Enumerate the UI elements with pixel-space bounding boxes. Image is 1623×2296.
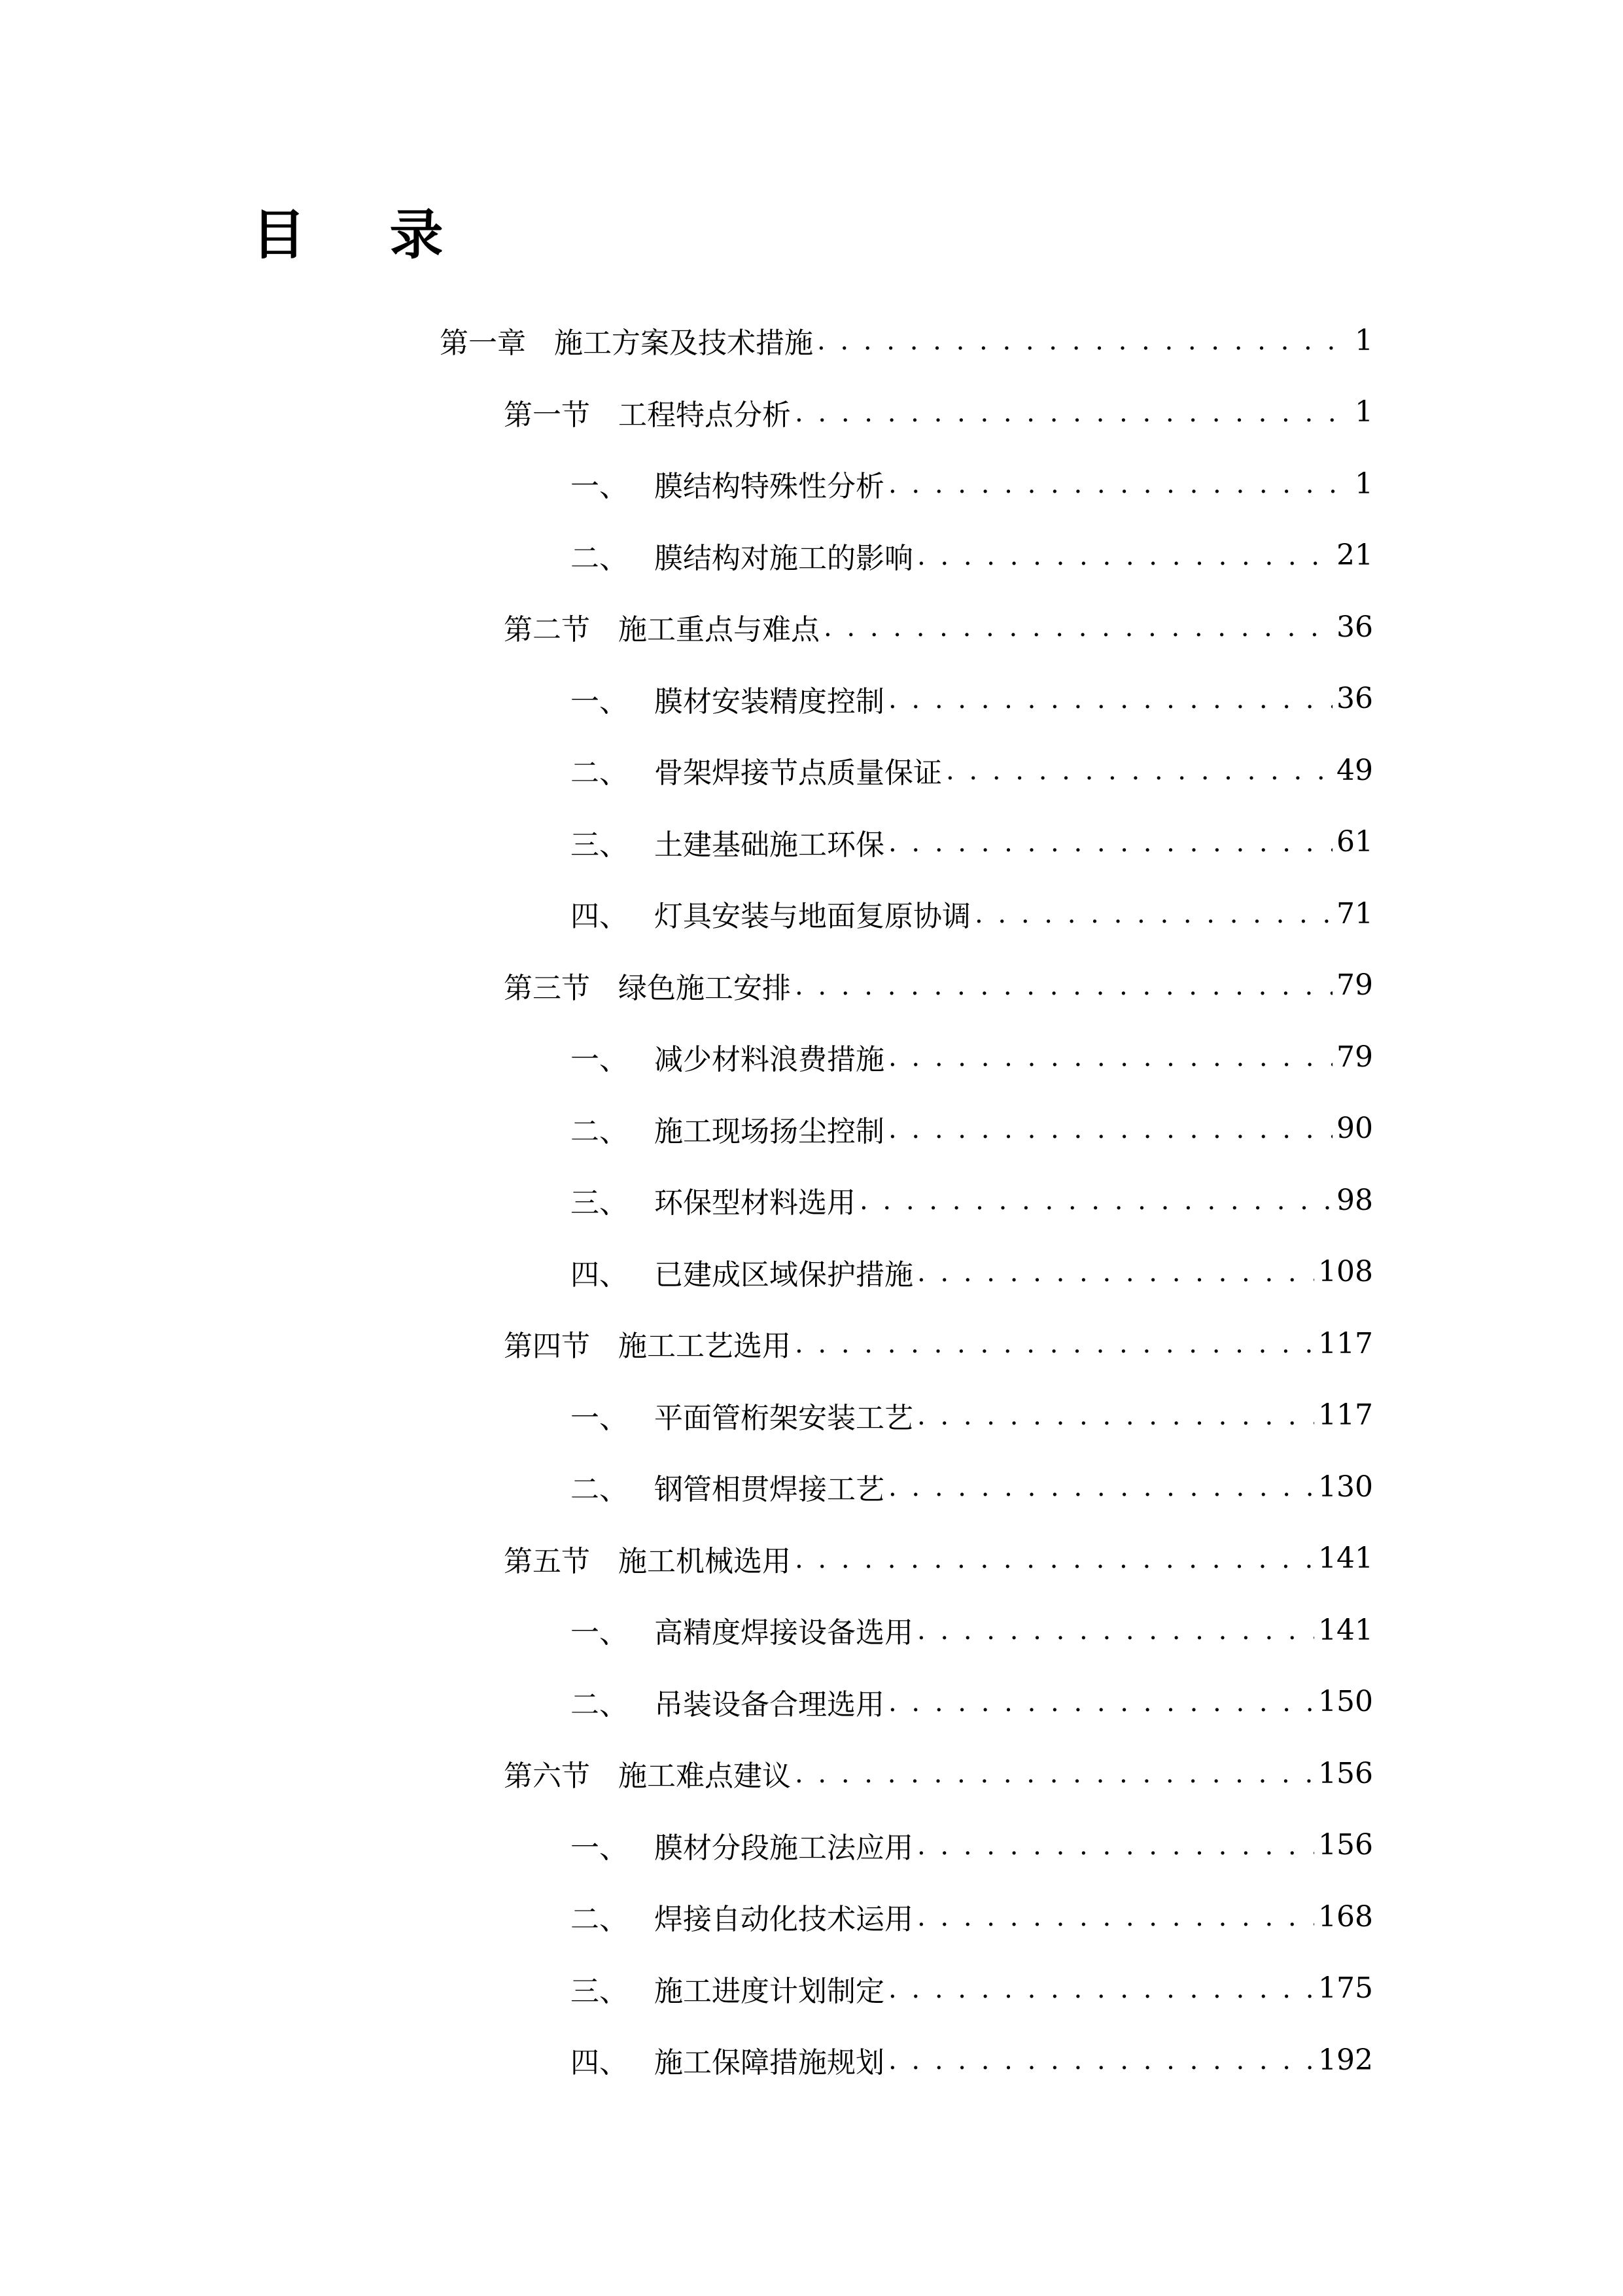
toc-entry-page-number: 90 bbox=[1336, 1112, 1373, 1145]
toc-entry[interactable] bbox=[570, 1607, 1373, 1653]
toc-entry-page-number: 98 bbox=[1336, 1183, 1373, 1217]
toc-entry-prefix: 一、 bbox=[570, 684, 628, 718]
toc-dot-leader bbox=[817, 325, 1351, 356]
toc-dot-leader bbox=[888, 826, 1333, 858]
toc-entry[interactable] bbox=[440, 317, 1373, 363]
toc-entry[interactable] bbox=[570, 1822, 1373, 1868]
toc-entry[interactable] bbox=[570, 1034, 1373, 1080]
toc-entry-page-number: 36 bbox=[1336, 682, 1373, 715]
toc-entry-prefix: 一、 bbox=[570, 1401, 628, 1435]
toc-entry-label: 钢管相贯焊接工艺 bbox=[654, 1473, 884, 1506]
toc-dot-leader bbox=[917, 540, 1333, 571]
toc-entry[interactable] bbox=[570, 461, 1373, 506]
toc-entry-label: 灯具安装与地面复原协调 bbox=[654, 900, 971, 933]
toc-entry-prefix: 二、 bbox=[570, 1114, 628, 1148]
toc-dot-leader bbox=[824, 611, 1333, 643]
toc-dot-leader bbox=[795, 970, 1333, 1001]
toc-entry-page-number: 79 bbox=[1336, 1040, 1373, 1074]
toc-entry-prefix: 第六节 bbox=[504, 1759, 590, 1793]
toc-dot-leader bbox=[795, 1543, 1314, 1574]
toc-entry[interactable] bbox=[570, 1249, 1373, 1295]
toc-entry-prefix: 三、 bbox=[570, 1974, 628, 2008]
toc-entry-page-number: 156 bbox=[1318, 1756, 1373, 1790]
toc-entry[interactable] bbox=[570, 1464, 1373, 1510]
toc-entry-label: 减少材料浪费措施 bbox=[654, 1043, 884, 1076]
toc-entry-prefix: 四、 bbox=[570, 2046, 628, 2079]
toc-entry-prefix: 三、 bbox=[570, 1186, 628, 1220]
toc-entry-prefix: 二、 bbox=[570, 756, 628, 790]
toc-entry[interactable] bbox=[570, 533, 1373, 578]
toc-entry[interactable] bbox=[570, 1679, 1373, 1725]
toc-entry-label: 膜结构特殊性分析 bbox=[654, 470, 884, 503]
toc-entry-label: 膜结构对施工的影响 bbox=[654, 541, 913, 575]
toc-dot-leader bbox=[888, 1471, 1314, 1502]
toc-entry-label: 焊接自动化技术运用 bbox=[654, 1903, 913, 1936]
toc-entry[interactable] bbox=[504, 1320, 1373, 1366]
toc-entry-prefix: 四、 bbox=[570, 1258, 628, 1292]
toc-entry[interactable] bbox=[504, 389, 1373, 435]
toc-dot-leader bbox=[860, 1184, 1333, 1216]
toc-entry-page-number: 168 bbox=[1318, 1899, 1373, 1934]
toc-entry-label: 施工难点建议 bbox=[618, 1759, 791, 1793]
toc-entry-label: 施工现场扬尘控制 bbox=[654, 1114, 884, 1148]
toc-entry-prefix: 二、 bbox=[570, 1903, 628, 1936]
toc-entry[interactable] bbox=[570, 2037, 1373, 2083]
toc-entry-page-number: 141 bbox=[1318, 1542, 1373, 1575]
toc-entry-label: 平面管桁架安装工艺 bbox=[654, 1401, 913, 1435]
toc-entry[interactable] bbox=[570, 1894, 1373, 1939]
toc-dot-leader bbox=[888, 1041, 1333, 1072]
toc-dot-leader bbox=[888, 468, 1351, 499]
toc-entry-page-number: 36 bbox=[1336, 610, 1373, 644]
toc-entry[interactable] bbox=[570, 747, 1373, 793]
toc-entry-label: 已建成区域保护措施 bbox=[654, 1258, 913, 1292]
toc-entry-page-number: 1 bbox=[1355, 323, 1373, 357]
toc-dot-leader bbox=[888, 683, 1333, 715]
toc-entry-page-number: 117 bbox=[1318, 1398, 1373, 1432]
toc-dot-leader bbox=[917, 1901, 1314, 1932]
toc-entry[interactable] bbox=[570, 1966, 1373, 2011]
toc-entry-label: 膜材安装精度控制 bbox=[654, 684, 884, 718]
toc-entry-prefix: 第四节 bbox=[504, 1330, 590, 1363]
toc-entry-label: 高精度焊接设备选用 bbox=[654, 1616, 913, 1650]
toc-entry-page-number: 141 bbox=[1318, 1613, 1373, 1647]
toc-entry-label: 施工工艺选用 bbox=[618, 1330, 791, 1363]
toc-entry-page-number: 108 bbox=[1318, 1255, 1373, 1288]
toc-entry-prefix: 一、 bbox=[570, 1043, 628, 1076]
toc-entry-prefix: 二、 bbox=[570, 1687, 628, 1722]
toc-entry[interactable] bbox=[504, 1750, 1373, 1796]
toc-entry-page-number: 156 bbox=[1318, 1828, 1373, 1862]
toc-entry[interactable] bbox=[504, 604, 1373, 650]
toc-entry-prefix: 一、 bbox=[570, 1831, 628, 1865]
toc-entry-label: 土建基础施工环保 bbox=[654, 828, 884, 862]
toc-entry-label: 施工方案及技术措施 bbox=[554, 327, 813, 360]
toc-dot-leader bbox=[917, 1400, 1314, 1431]
toc-entry-prefix: 第三节 bbox=[504, 971, 590, 1005]
toc-entry-page-number: 1 bbox=[1355, 467, 1373, 501]
toc-entry-label: 施工机械选用 bbox=[618, 1544, 791, 1578]
toc-entry[interactable] bbox=[570, 1106, 1373, 1152]
toc-entry[interactable] bbox=[570, 891, 1373, 936]
toc-entry-prefix: 二、 bbox=[570, 541, 628, 575]
toc-entry-page-number: 130 bbox=[1318, 1470, 1373, 1504]
toc-entry-page-number: 61 bbox=[1336, 825, 1373, 858]
toc-entry-label: 施工保障措施规划 bbox=[654, 2046, 884, 2079]
toc-entry-prefix: 第一节 bbox=[504, 398, 590, 432]
toc-entry-prefix: 第五节 bbox=[504, 1544, 590, 1578]
toc-entry-prefix: 二、 bbox=[570, 1473, 628, 1506]
toc-entry-prefix: 四、 bbox=[570, 900, 628, 933]
toc-entry-page-number: 1 bbox=[1355, 395, 1373, 429]
toc-dot-leader bbox=[946, 754, 1333, 786]
toc-dot-leader bbox=[888, 1686, 1314, 1718]
toc-entry-page-number: 192 bbox=[1318, 2043, 1373, 2077]
toc-entry-page-number: 49 bbox=[1336, 753, 1373, 787]
toc-entry-page-number: 79 bbox=[1336, 968, 1373, 1002]
toc-dot-leader bbox=[917, 1256, 1314, 1288]
toc-entry[interactable] bbox=[504, 963, 1373, 1008]
toc-dot-leader bbox=[888, 2044, 1314, 2075]
toc-entry[interactable] bbox=[570, 819, 1373, 865]
toc-entry[interactable] bbox=[570, 1177, 1373, 1223]
toc-dot-leader bbox=[888, 1113, 1333, 1144]
toc-title: 目 录 bbox=[252, 203, 476, 266]
toc-entry-label: 吊装设备合理选用 bbox=[654, 1687, 884, 1722]
toc-dot-leader bbox=[795, 397, 1351, 428]
toc-dot-leader bbox=[917, 1829, 1314, 1861]
toc-entry-label: 膜材分段施工法应用 bbox=[654, 1831, 913, 1865]
toc-entry-prefix: 第二节 bbox=[504, 613, 590, 646]
toc-entry-prefix: 第一章 bbox=[440, 327, 526, 360]
toc-entry-page-number: 175 bbox=[1318, 1971, 1373, 2005]
toc-entry-prefix: 三、 bbox=[570, 828, 628, 862]
toc-entry[interactable] bbox=[570, 676, 1373, 722]
toc-entry-page-number: 71 bbox=[1336, 896, 1373, 930]
toc-dot-leader bbox=[975, 898, 1333, 929]
toc-entry-prefix: 一、 bbox=[570, 470, 628, 503]
toc-dot-leader bbox=[795, 1328, 1314, 1359]
toc-entry-label: 施工进度计划制定 bbox=[654, 1974, 884, 2008]
toc-entry-label: 工程特点分析 bbox=[618, 398, 791, 432]
toc-entry-label: 骨架焊接节点质量保证 bbox=[654, 756, 942, 790]
toc-entry-page-number: 21 bbox=[1336, 539, 1373, 572]
toc-entry-prefix: 一、 bbox=[570, 1616, 628, 1650]
toc-entry-label: 绿色施工安排 bbox=[618, 971, 791, 1005]
toc-dot-leader bbox=[917, 1614, 1314, 1646]
toc-entry-page-number: 117 bbox=[1318, 1326, 1373, 1360]
toc-entry-label: 施工重点与难点 bbox=[618, 613, 820, 646]
toc-dot-leader bbox=[888, 1973, 1314, 2004]
toc-entry[interactable] bbox=[570, 1392, 1373, 1438]
toc-dot-leader bbox=[795, 1757, 1314, 1789]
toc-entry-label: 环保型材料选用 bbox=[654, 1186, 856, 1220]
toc-entry-page-number: 150 bbox=[1318, 1685, 1373, 1718]
toc-entry[interactable] bbox=[504, 1536, 1373, 1581]
